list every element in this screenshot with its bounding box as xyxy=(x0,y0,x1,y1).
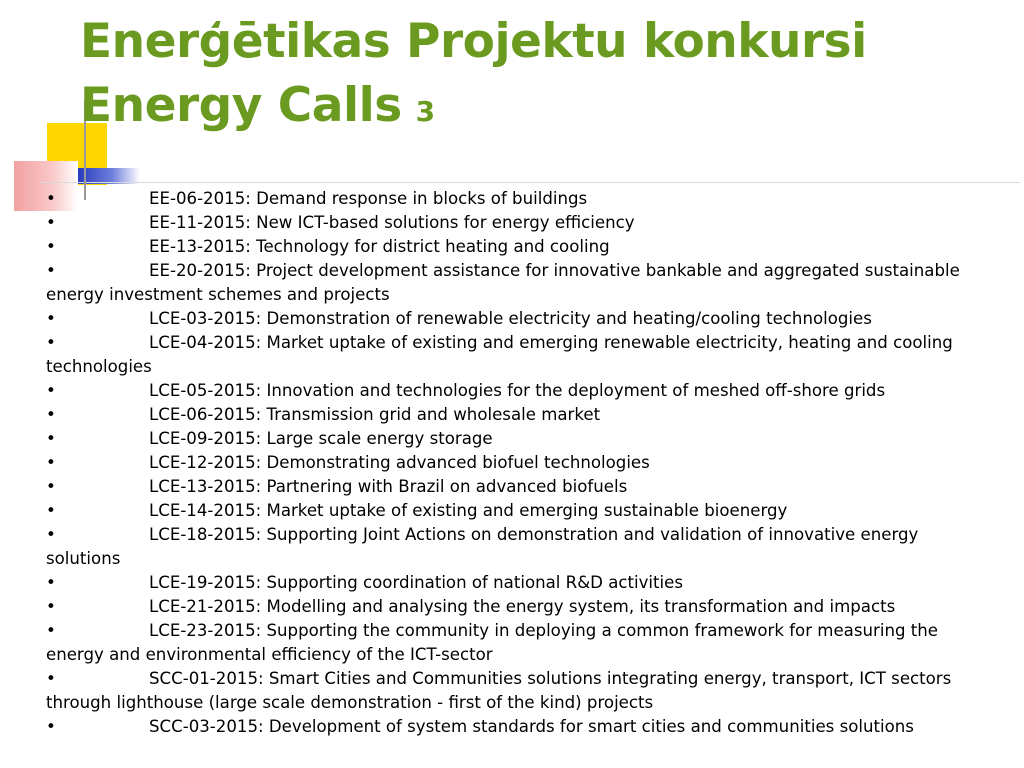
list-item xyxy=(46,307,996,331)
bullet-icon: • xyxy=(46,261,56,280)
list-item xyxy=(46,259,996,307)
list-item xyxy=(46,595,996,619)
bullet-icon: • xyxy=(46,189,56,208)
list-item-text: EE-13-2015: Technology for district heating and cooling xyxy=(149,237,610,256)
list-item-text: EE-11-2015: New ICT-based solutions for energy efficiency xyxy=(149,213,635,232)
list-item-text: LCE-13-2015: Partnering with Brazil on advanced biofuels xyxy=(149,477,628,496)
bullet-icon: • xyxy=(46,717,56,736)
list-item-text: SCC-03-2015: Development of system standards for smart cities and communities solutions xyxy=(149,717,914,736)
decorative-horizontal-line xyxy=(40,182,1020,183)
list-item-text: LCE-19-2015: Supporting coordination of national R&D activities xyxy=(149,573,684,592)
list-item-text: LCE-14-2015: Market uptake of existing and emerging sustainable bioenergy xyxy=(149,501,788,520)
list-item xyxy=(46,403,996,427)
list-item xyxy=(46,427,996,451)
list-item-text: LCE-05-2015: Innovation and technologies for the deployment of meshed off-shore grids xyxy=(149,381,886,400)
title-line-2: Energy Calls xyxy=(80,78,402,133)
list-item xyxy=(46,571,996,595)
bullet-icon: • xyxy=(46,333,56,352)
energy-calls-list xyxy=(46,187,996,739)
list-item xyxy=(46,523,996,571)
list-item xyxy=(46,619,996,667)
list-item-text: LCE-06-2015: Transmission grid and wholesale market xyxy=(149,405,601,424)
bullet-icon: • xyxy=(46,525,56,544)
list-item-text: LCE-03-2015: Demonstration of renewable electricity and heating/cooling technologies xyxy=(149,309,872,328)
bullet-icon: • xyxy=(46,309,56,328)
list-item xyxy=(46,331,996,379)
list-item-text: LCE-12-2015: Demonstrating advanced biofuel technologies xyxy=(149,453,650,472)
title-line-1: Enerģētikas Projektu konkursi xyxy=(80,14,867,69)
list-item xyxy=(46,187,996,211)
list-item-text: LCE-18-2015: Supporting Joint Actions on demonstration and validation of innovative energy solutions xyxy=(46,525,919,568)
list-item-text: EE-20-2015: Project development assistance for innovative bankable and aggregated sustainable energy investment schemes and projects xyxy=(46,261,960,304)
bullet-icon: • xyxy=(46,213,56,232)
bullet-icon: • xyxy=(46,405,56,424)
bullet-icon: • xyxy=(46,237,56,256)
list-item-text: LCE-04-2015: Market uptake of existing and emerging renewable electricity, heating and cooling technologies xyxy=(46,333,953,376)
bullet-icon: • xyxy=(46,621,56,640)
list-item xyxy=(46,451,996,475)
list-item xyxy=(46,499,996,523)
list-item xyxy=(46,715,996,739)
list-item-text: LCE-09-2015: Large scale energy storage xyxy=(149,429,493,448)
list-item xyxy=(46,379,996,403)
bullet-icon: • xyxy=(46,501,56,520)
bullet-icon: • xyxy=(46,381,56,400)
list-item-text: SCC-01-2015: Smart Cities and Communities solutions integrating energy, transport, ICT sectors through lighthouse (large scale demonstration - first of the kind) projects xyxy=(46,669,952,712)
bullet-icon: • xyxy=(46,669,56,688)
slide-title xyxy=(80,10,867,144)
bullet-icon: • xyxy=(46,477,56,496)
title-number: 3 xyxy=(415,95,435,128)
list-item xyxy=(46,211,996,235)
list-item xyxy=(46,667,996,715)
bullet-icon: • xyxy=(46,573,56,592)
bullet-icon: • xyxy=(46,429,56,448)
list-item-text: LCE-23-2015: Supporting the community in deploying a common framework for measuring the energy and environmental efficiency of the ICT-sector xyxy=(46,621,938,664)
list-item xyxy=(46,475,996,499)
list-item-text: EE-06-2015: Demand response in blocks of buildings xyxy=(149,189,588,208)
list-item xyxy=(46,235,996,259)
list-item-text: LCE-21-2015: Modelling and analysing the energy system, its transformation and impacts xyxy=(149,597,896,616)
bullet-icon: • xyxy=(46,597,56,616)
bullet-icon: • xyxy=(46,453,56,472)
